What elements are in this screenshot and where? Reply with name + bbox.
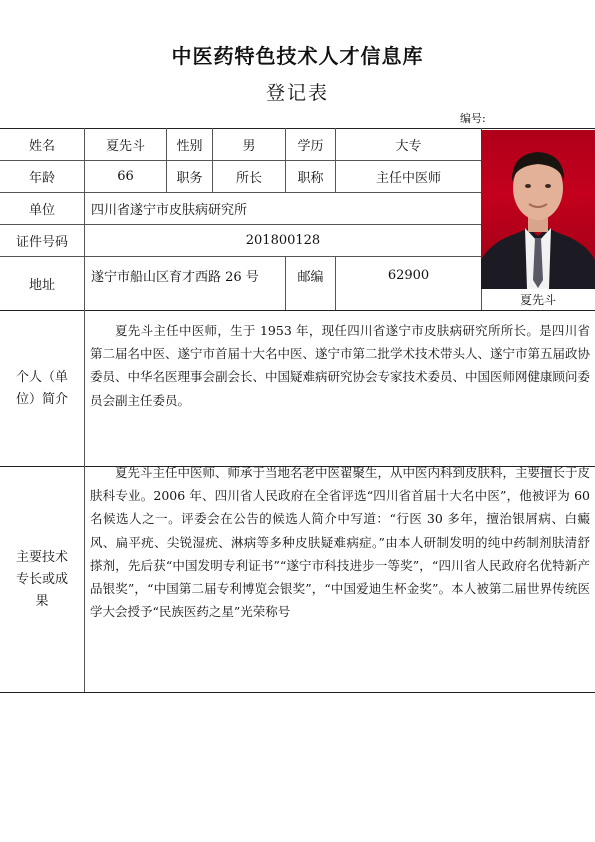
education-value: 大专 [395, 139, 422, 154]
serial-number-label: 编号: [460, 112, 486, 125]
professional-title-value: 主任中医师 [375, 171, 441, 186]
professional-title-label: 职称 [297, 171, 324, 186]
portrait-silhouette [481, 130, 595, 289]
name-value: 夏先斗 [105, 139, 145, 154]
unit-value: 四川省遂宁市皮肤病研究所 [91, 203, 248, 218]
intro-text: 夏先斗主任中医师，生于 1953 年，现任四川省遂宁市皮肤病研究所所长。是四川省第二届名中医、遂宁市首届十大名中医、遂宁市第二批学术技术带头人、遂宁市第五届政协委员、中华名医理事会副会长、中国疑难病研究协会专家技术委员、中国医师网健康顾问委员会副主任委员。 [90, 323, 591, 408]
table-bottom-border [0, 692, 595, 693]
intro-label-line1: 个人（单 [15, 369, 68, 385]
achievements-label-line2: 专长或成 [15, 571, 68, 587]
name-label: 姓名 [28, 139, 55, 154]
achievements-label-line1: 主要技术 [15, 549, 68, 565]
achievements-section-label [0, 467, 84, 692]
unit-label: 单位 [28, 203, 55, 218]
address-label: 地址 [28, 278, 55, 293]
certificate-value: 201800128 [245, 233, 321, 248]
age-value: 66 [117, 169, 134, 184]
page-subtitle: 登记表 [265, 82, 329, 104]
gender-value: 男 [242, 139, 256, 154]
age-label: 年龄 [28, 171, 55, 186]
portrait-photo [481, 130, 595, 289]
education-label: 学历 [297, 139, 324, 154]
page-title: 中医药特色技术人才信息库 [171, 44, 424, 68]
achievements-label-line3: 果 [35, 593, 49, 609]
position-label: 职务 [176, 171, 203, 186]
zip-value: 62900 [387, 267, 430, 283]
position-value: 所长 [235, 171, 262, 186]
gender-label: 性别 [176, 139, 203, 154]
intro-label-line2: 位）简介 [15, 391, 68, 407]
achievements-text: 夏先斗主任中医师、师承于当地名老中医翟聚生，从中医内科到皮肤科，主要擅长于皮肤科专业。2006 年、四川省人民政府在全省评选“四川省首届十大名中医”，他被评为 60 名候选人之一。评委会在公告的候选人简介中写道：“行医 30 多年，擅治银屑病、白癜风、扁平疣、尖锐湿疣、淋病等多种皮肤疑难病症。”由本人研制发明的纯中药制剂肤清舒搽剂，先后获“中国发明专利证书”“遂宁市科技进步一等奖”，“四川省人民政府名优特新产品银奖”，“中国第二届专利博览会银奖”，“中国爱迪生杯金奖”。本人被第二届世界传统医学大会授予“民族医药之星”光荣称号 [90, 465, 591, 620]
row-divider-5 [0, 310, 595, 311]
certificate-label: 证件号码 [15, 235, 68, 250]
intro-section-label [0, 311, 84, 466]
address-value: 遂宁市船山区育才西路 26 号 [91, 269, 259, 285]
zip-label: 邮编 [297, 269, 324, 285]
photo-caption: 夏先斗 [519, 292, 556, 307]
